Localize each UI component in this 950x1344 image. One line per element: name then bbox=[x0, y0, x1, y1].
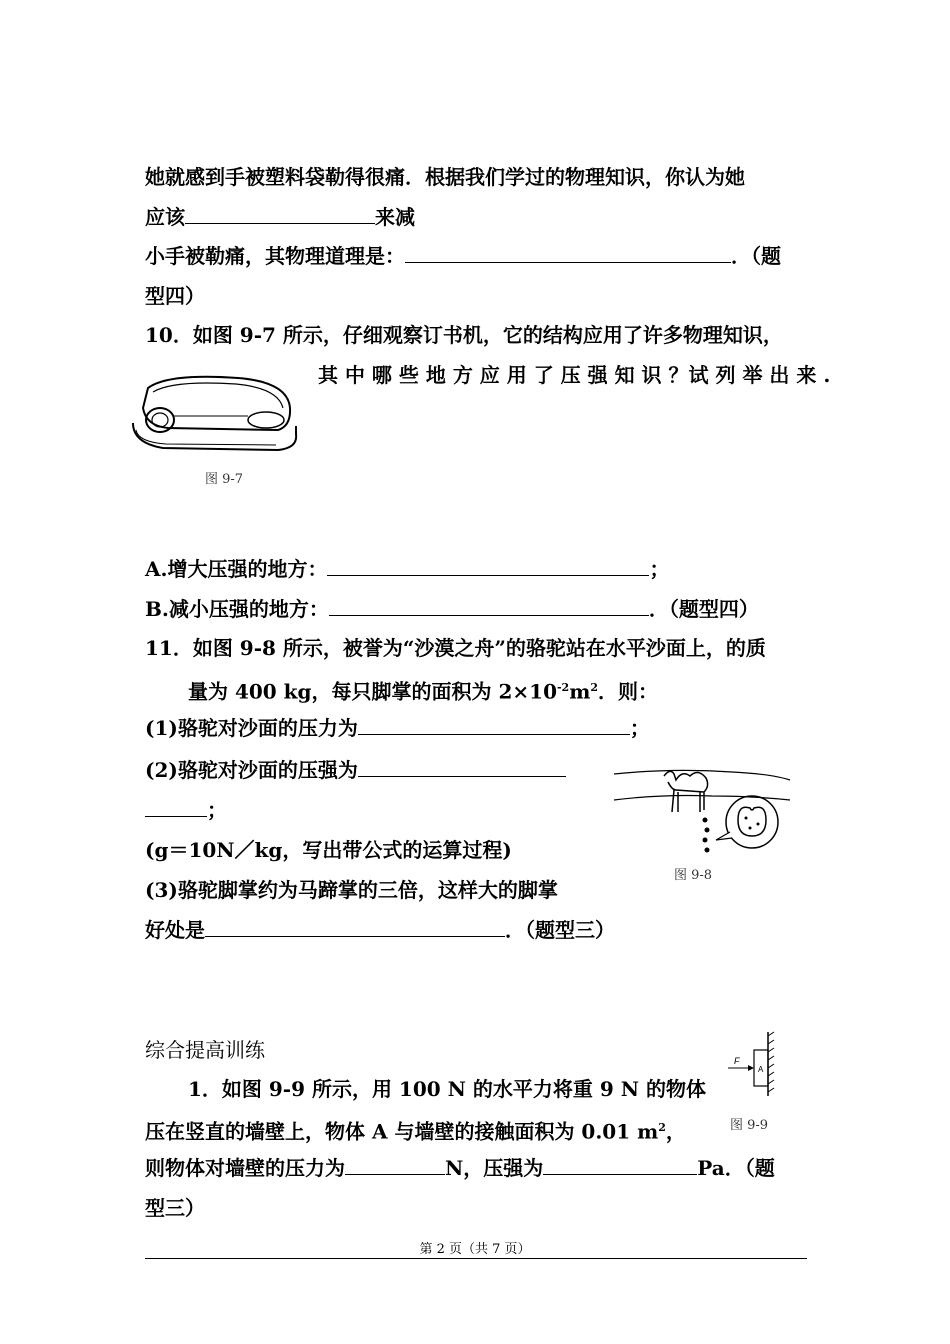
wall-force-figure bbox=[724, 1030, 784, 1100]
answer-blank[interactable] bbox=[345, 1154, 445, 1175]
subquestion-1: (1)骆驼对沙面的压力为 ； bbox=[145, 716, 650, 740]
figure-caption: 图 9-8 bbox=[674, 868, 713, 883]
problem-1-line-4: 型三） bbox=[145, 1196, 205, 1220]
subquestion-3-cont: 好处是 ．（题型三） bbox=[145, 918, 615, 942]
question-a: A.增大压强的地方： ； bbox=[145, 557, 670, 581]
answer-blank[interactable] bbox=[329, 595, 649, 616]
block-label: A bbox=[758, 1065, 764, 1074]
page-footer: 第 2 页（共 7 页） bbox=[419, 1242, 531, 1257]
answer-blank[interactable] bbox=[543, 1154, 697, 1175]
stapler-figure bbox=[128, 368, 303, 458]
answer-blank[interactable] bbox=[205, 916, 505, 937]
figure-caption: 图 9-7 bbox=[205, 472, 244, 487]
text-line-2: 应该 来减 bbox=[145, 205, 415, 229]
footer-rule bbox=[145, 1258, 807, 1259]
problem-1: 1．如图 9-9 所示，用 100 N 的水平力将重 9 N 的物体 bbox=[188, 1077, 706, 1101]
problem-1-line-3: 则物体对墙壁的压力为 N，压强为 Pa．（题 bbox=[145, 1156, 775, 1180]
answer-blank[interactable] bbox=[185, 203, 375, 224]
answer-blank[interactable] bbox=[405, 242, 731, 263]
camel-figure bbox=[612, 760, 792, 860]
section-title: 综合提高训练 bbox=[145, 1038, 265, 1062]
subquestion-3: (3)骆驼脚掌约为马蹄掌的三倍，这样大的脚掌 bbox=[145, 878, 558, 902]
question-10: 10．如图 9-7 所示，仔细观察订书机，它的结构应用了许多物理知识， bbox=[145, 323, 783, 347]
text-line-4: 型四） bbox=[145, 284, 205, 308]
answer-blank[interactable] bbox=[358, 714, 630, 735]
text-line-3: 小手被勒痛，其物理道理是： ．（题 bbox=[145, 244, 781, 268]
subquestion-note: (g＝10N／kg，写出带公式的运算过程) bbox=[145, 838, 512, 862]
question-10-cont: 其 中 哪 些 地 方 应 用 了 压 强 知 识 ？试 列 举 出 来 . bbox=[318, 363, 831, 387]
text-line-1: 她就感到手被塑料袋勒得很痛．根据我们学过的物理知识，你认为她 bbox=[145, 165, 745, 189]
answer-blank[interactable] bbox=[358, 756, 566, 777]
subquestion-2: (2)骆驼对沙面的压强为 bbox=[145, 756, 566, 784]
force-label: F bbox=[734, 1056, 740, 1066]
question-11-cont: 量为 400 kg，每只脚掌的面积为 $2\times 10^{-2}m^2$．则： bbox=[188, 679, 659, 704]
question-11: 11．如图 9-8 所示，被誉为“沙漠之舟”的骆驼站在水平沙面上，的质 bbox=[145, 636, 766, 660]
figure-caption: 图 9-9 bbox=[730, 1118, 769, 1133]
subquestion-2-cont: ； bbox=[145, 796, 227, 824]
answer-blank[interactable] bbox=[145, 796, 207, 817]
problem-1-line-2: 压在竖直的墙壁上，物体 A 与墙壁的接触面积为 0.01 $m^2$， bbox=[145, 1119, 686, 1144]
answer-blank[interactable] bbox=[327, 555, 649, 576]
question-b: B.减小压强的地方： ．（题型四） bbox=[145, 597, 759, 621]
